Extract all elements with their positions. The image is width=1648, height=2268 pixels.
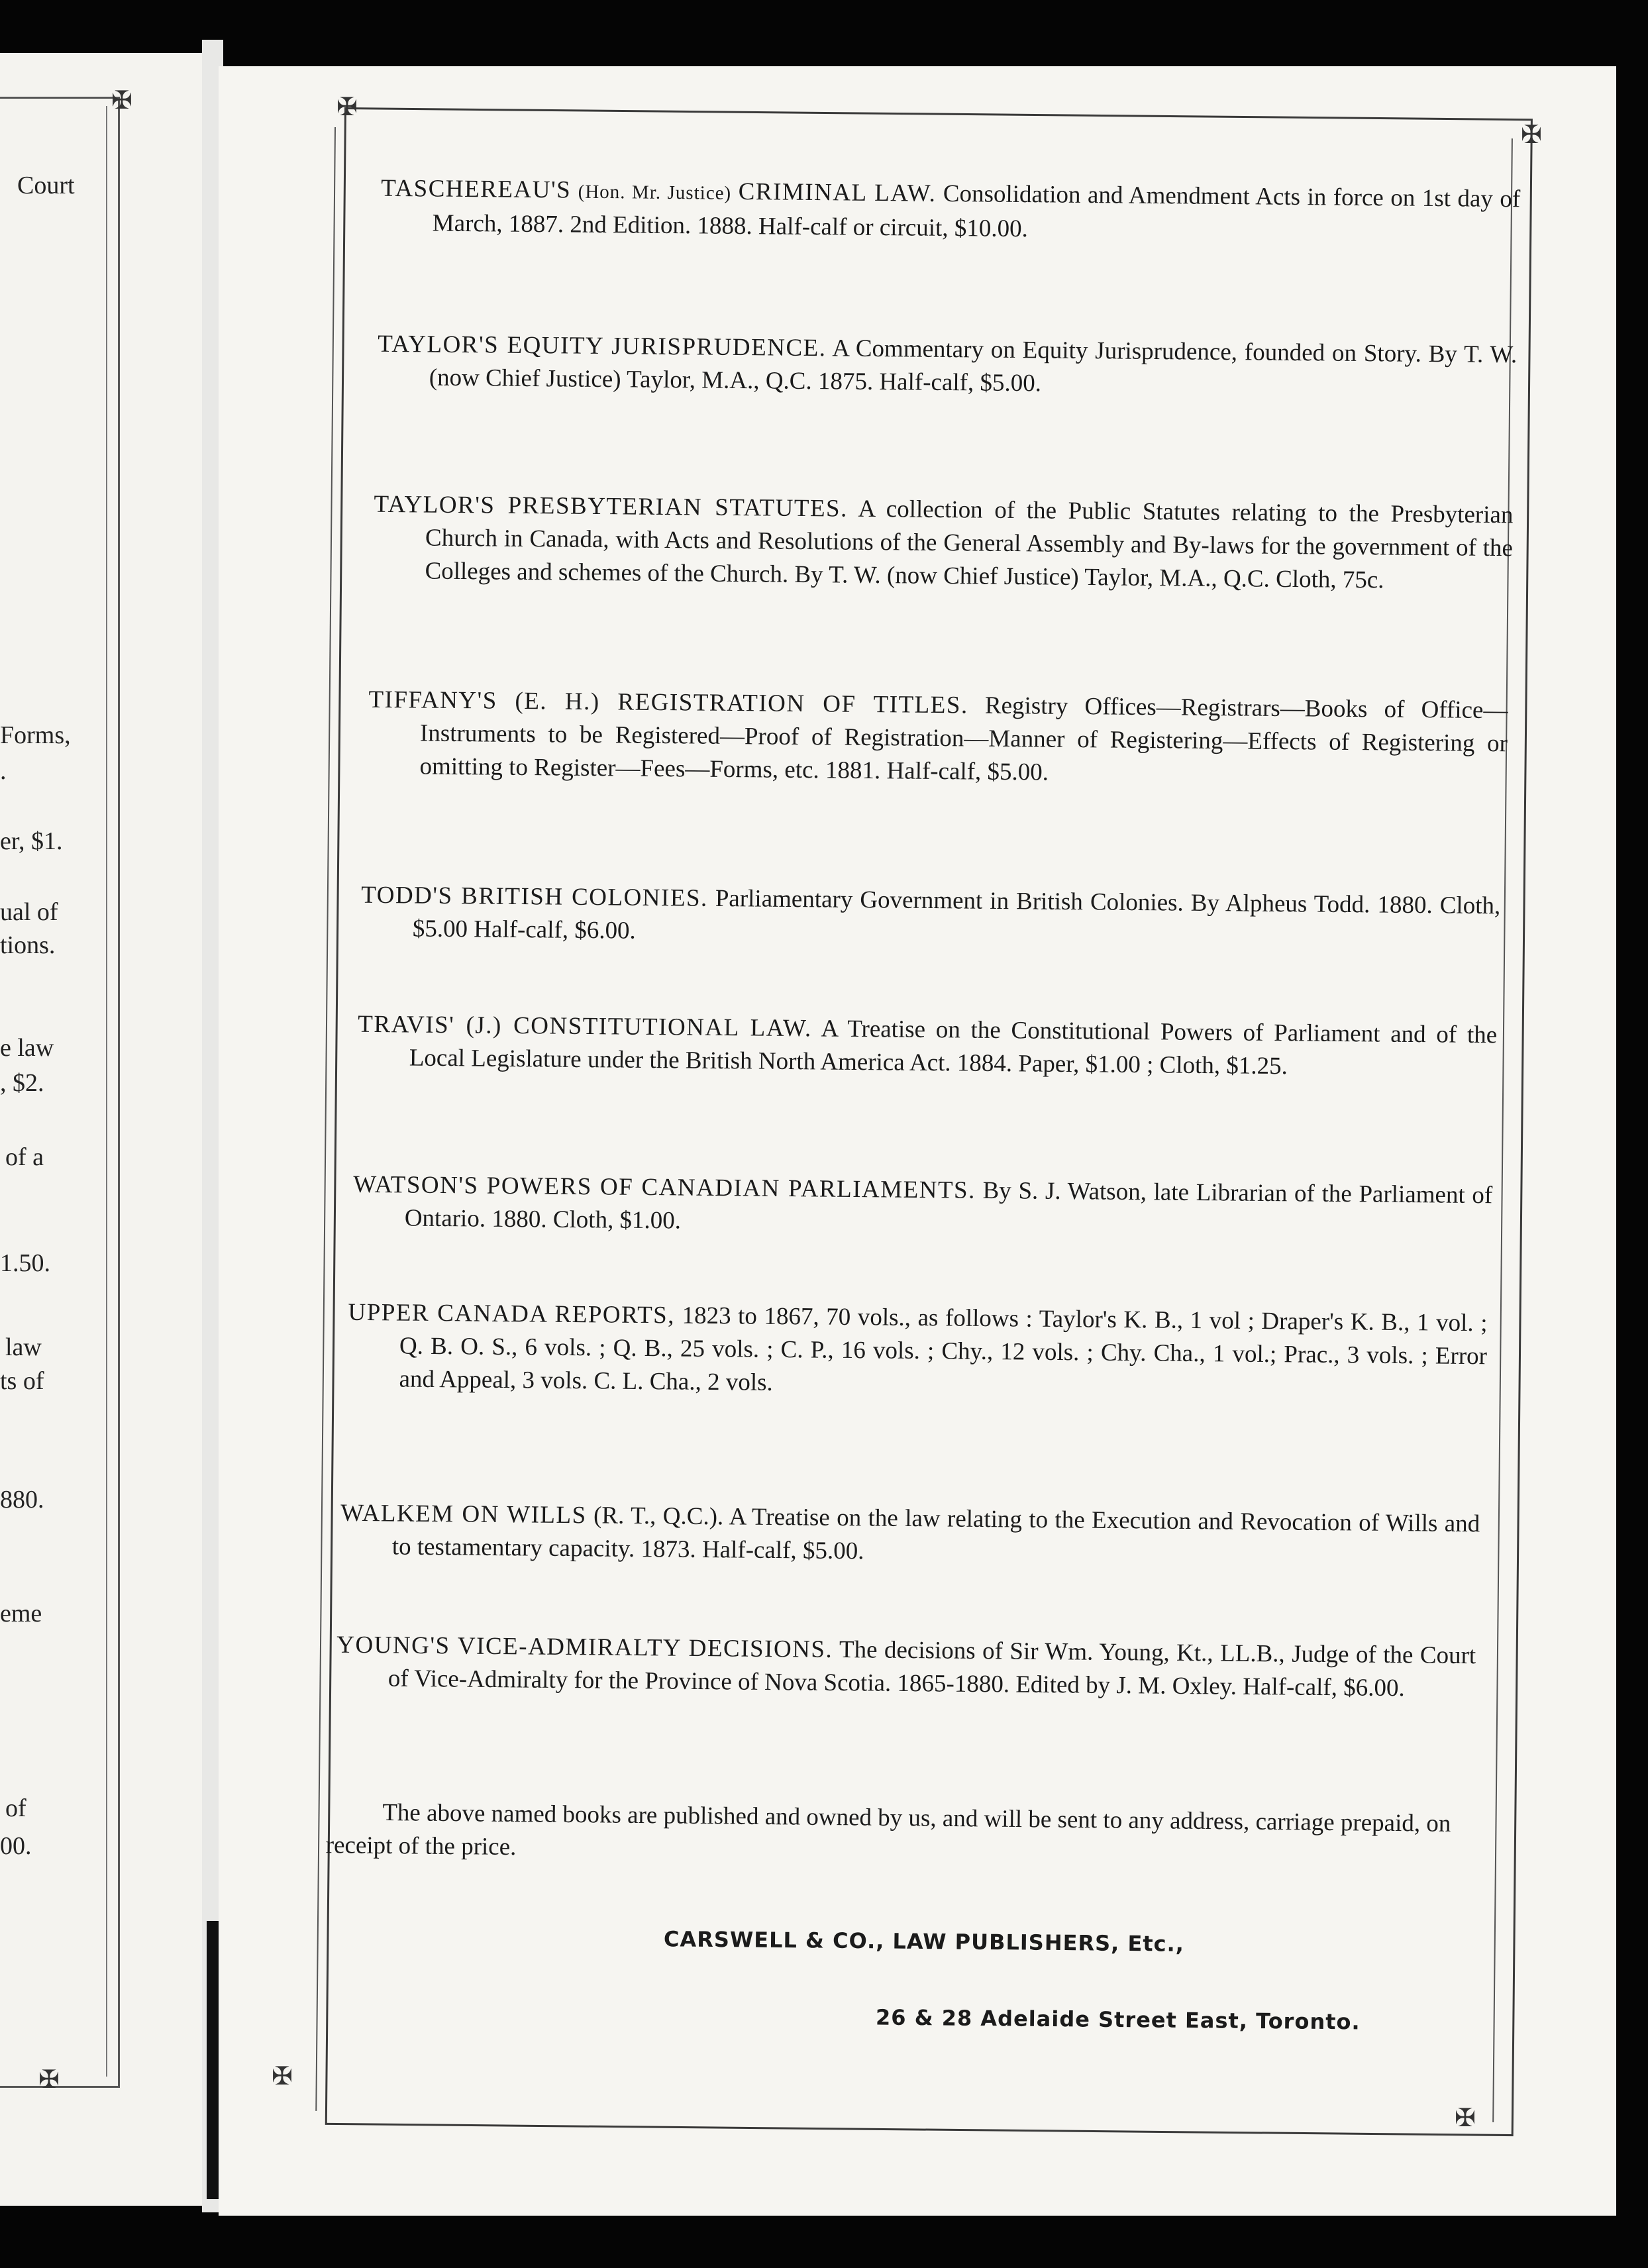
entry-author: (Hon. Mr. Justice) [578,181,732,204]
entry-description: A Commentary on Equity Jurisprudence, founded on Story. By T. W. (now Chief Justice) Taylor, M.A., Q.C. 1875. Half-calf, $5.00. [429,335,1518,397]
previous-page-fragment: eme [0,1600,42,1627]
catalogue-entry [368,684,1508,794]
entry-heading: TASCHEREAU'S [381,174,572,204]
entry-heading: TAYLOR'S EQUITY JURISPRUDENCE. [378,330,827,362]
catalogue-entry [336,1629,1476,1706]
previous-page-fragment: . [0,757,7,785]
previous-page-fragment: 880. [0,1486,44,1514]
entry-heading: TRAVIS' (J.) CONSTITUTIONAL LAW. [358,1010,812,1043]
previous-page-fragment: Court [17,172,75,199]
entry-description: Consolidation and Amendment Acts in force on 1st day of March, 1887. 2nd Edition. 1888. Half-calf or circuit, $10.00. [432,180,1521,243]
catalogue-entry [373,488,1513,599]
catalogue-entry [347,1296,1487,1407]
catalogue-entry [361,879,1501,956]
previous-page-fragment: 00. [0,1832,32,1860]
publisher-address: 26 & 28 Adelaide Street East, Toronto. [875,2004,1361,2035]
entry-description: 1823 to 1867, 70 vols., as follows : Taylor's K. B., 1 vol ; Draper's K. B., 1 vol. ; Q. B. O. S., 6 vols. ; Q. B., 25 vols. ; C. P., 16 vols. ; Chy., 12 vols. ; Chy. Cha., 1 vol.; Prac., 3 vols. ; Error and Appeal, 3 vols. C. L. Cha., 2 vols. [399,1302,1488,1396]
previous-page-fragment: law [5,1333,42,1361]
publisher-name: CARSWELL & CO., LAW PUBLISHERS, Etc., [663,1926,1185,1957]
ornament-icon: ✠ [336,92,358,121]
entry-description: A Treatise on the Constitutional Powers of Parliament and of the Local Legislature under the British North America Act. 1884. Paper, $1.00 ; Cloth, $1.25. [409,1015,1498,1080]
previous-page [0,53,206,2206]
shipping-note: The above named books are published and owned by us, and will be sent to any address, carriage prepaid, on receipt of the price. [325,1798,1451,1861]
previous-page-fragment: of a [5,1143,44,1171]
catalogue-entry [358,1008,1498,1086]
previous-page-fragment: ts of [0,1367,44,1395]
previous-page-fragment: tions. [0,931,56,959]
entry-description: A collection of the Public Statutes relating to the Presbyterian Church in Canada, with Acts and Resolutions of the General Assembly and By-laws for the government of the Colleges and schemes of the Church. By T. W. (now Chief Justice) Taylor, M.A., Q.C. Cloth, 75c. [425,495,1514,594]
ornament-icon: ✠ [1521,120,1542,149]
catalogue-entry [340,1497,1480,1574]
ornament-icon: ✠ [1455,2103,1476,2132]
entry-heading: WALKEM ON WILLS [340,1499,587,1529]
entry-heading: UPPER CANADA REPORTS, [348,1298,676,1329]
ornament-icon: ✠ [272,2061,293,2090]
ornament-icon: ✠ [111,85,132,115]
previous-page-fragment: Forms, [0,721,71,749]
previous-page-fragment: , $2. [0,1069,44,1097]
entry-description: Parliamentary Government in British Colonies. By Alpheus Todd. 1880. Cloth, $5.00 Half-calf, $6.00. [412,884,1501,945]
ornament-icon: ✠ [38,2065,60,2094]
entry-description: By S. J. Watson, late Librarian of the Parliament of Ontario. 1880. Cloth, $1.00. [404,1176,1493,1235]
previous-page-fragment: 1.50. [0,1249,50,1277]
entry-description: The decisions of Sir Wm. Young, Kt., LL.B., Judge of the Court of Vice-Admiralty for the Province of Nova Scotia. 1865-1880. Edited by J. M. Oxley. Half-calf, $6.00. [387,1636,1476,1702]
catalogue-entry [353,1168,1493,1246]
entry-heading: TODD'S BRITISH COLONIES. [361,881,708,912]
entry-description: (R. T., Q.C.). A Treatise on the law relating to the Execution and Revocation of Wills and to testamentary capacity. 1873. Half-calf, $5.00. [391,1502,1480,1565]
entry-heading: TIFFANY'S (E. H.) REGISTRATION OF TITLES. [368,686,968,719]
previous-page-fragment: ual of [0,898,58,926]
previous-page-fragment: er, $1. [0,827,63,855]
catalogue-entry [381,172,1521,251]
entry-title: CRIMINAL LAW. [738,178,937,207]
entry-heading: YOUNG'S VICE-ADMIRALTY DECISIONS. [336,1631,833,1663]
entry-description: Registry Offices—Registrars—Books of Office—Instruments to be Registered—Proof of Registration—Manner of Registering—Effects of Registering or omitting to Register—Fees—Forms, etc. 1881. Half-calf, $5.00. [419,692,1508,786]
catalogue-entry [378,328,1518,405]
entry-heading: WATSON'S POWERS OF CANADIAN PARLIAMENTS. [353,1170,976,1204]
previous-page-fragment: e law [0,1034,54,1062]
previous-page-fragment: of [5,1794,26,1822]
entry-heading: TAYLOR'S PRESBYTERIAN STATUTES. [374,490,849,523]
